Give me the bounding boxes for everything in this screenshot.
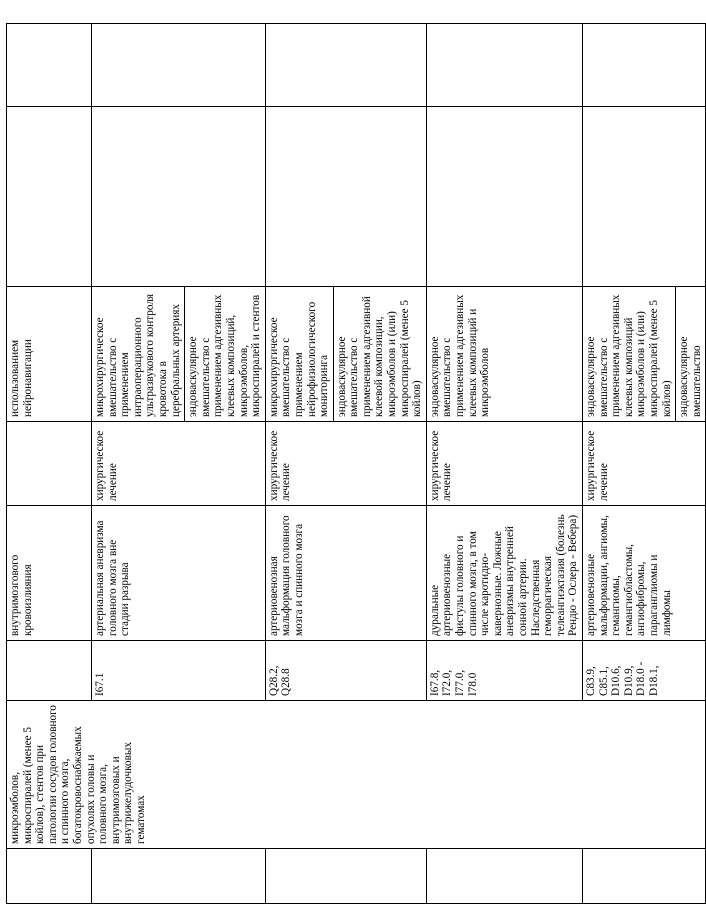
- table-cell-blank: [92, 849, 266, 904]
- codes-cell: [582, 641, 705, 701]
- method-text: эндоваскулярное вмешательство: [675, 287, 703, 421]
- table-cell-blank-far-right: [92, 24, 266, 107]
- table-cell-blank: [265, 849, 426, 904]
- codes-header-cell: [7, 641, 92, 701]
- codes-text: Q28.2, Q28.8: [267, 665, 293, 696]
- table-cell-blank-right: [7, 107, 92, 287]
- diagnosis-cell: [265, 506, 426, 641]
- diagnosis-text: артериовенозные мальформации, ангиомы, гемангиомы, гемангиобластомы, ангиофибромы, параганглиомы и лимфомы: [584, 515, 673, 636]
- diagnosis-fragment-text: внутримозгового кровоизлияния: [9, 554, 34, 636]
- table-cell-blank-far-right: [7, 24, 92, 107]
- diagnosis-header-cell: [7, 506, 92, 641]
- method-text: микрохирургическое вмешательство с применением интраоперационного ультразвукового контроля кровотока в церебральных артериях: [94, 293, 182, 417]
- rotated-table-container: [6, 24, 703, 904]
- diagnosis-cell: [426, 506, 582, 641]
- methods-fragment-text: использованием нейронавигации: [9, 339, 34, 417]
- treatment-cell: [265, 422, 426, 506]
- codes-cell: [426, 641, 582, 701]
- codes-text: I67.1: [94, 672, 106, 696]
- treatment-cell: [426, 422, 582, 506]
- methods-cell: [265, 287, 426, 422]
- table-cell-blank: [7, 849, 92, 904]
- treatment-text: хирургическое лечение: [267, 430, 293, 501]
- method-text: эндоваскулярное вмешательство с применением адгезивных клеевых композиций микроэмболов и (или) микроспиралей (менее 5 койлов): [584, 294, 673, 417]
- medical-procedures-table: [6, 23, 706, 904]
- table-cell-blank-far-right: [582, 24, 705, 107]
- method-text: эндоваскулярное вмешательство с применением адгезивной клеевой композиции, микроэмболов и (или) микроспиралей (менее 5 койлов): [333, 287, 424, 421]
- diagnosis-cell: [582, 506, 705, 641]
- table-top-band-row: [7, 24, 92, 904]
- codes-text: C83.9, C85.1, D10.6, D10.9, D18.0 - D18.1,: [584, 661, 660, 696]
- methods-header-cell: [7, 287, 92, 422]
- codes-text: I67.8, I72.0, I77.0, I78.0: [428, 669, 479, 696]
- method-text: эндоваскулярное вмешательство с применением адгезивных клеевых композиций и микроэмболов: [428, 294, 492, 417]
- diagnosis-text: дуральные артериовенозные фистулы головного и спинного мозга, в том числе каротидно-кавернозные. Ложные аневризмы внутренней сонной артерии. Наследственная геморрагическая телеангиэктазия (болезнь Рендю - Ослера - Вебера): [428, 514, 580, 636]
- diagnosis-text: артериальная аневризма головного мозга вне стадии разрыва: [94, 520, 132, 636]
- table-cell-blank-far-right: [426, 24, 582, 107]
- table-cell-blank-far-right: [265, 24, 426, 107]
- method-text: эндоваскулярное вмешательство с применением адгезивных клеевых композиций, микроэмболов, микроспиралей и стентов: [184, 287, 263, 421]
- table-cell-blank-right: [426, 107, 582, 287]
- methods-cell: [426, 287, 582, 422]
- treatment-text: хирургическое лечение: [584, 430, 610, 501]
- codes-cell: [265, 641, 426, 701]
- rotated-page: [6, 24, 703, 904]
- treatment-text: хирургическое лечение: [428, 430, 454, 501]
- treatment-cell: [92, 422, 266, 506]
- diagnosis-text: артериовенозная мальформация головного мозга и спинного мозга: [267, 515, 305, 636]
- methods-cell: [582, 287, 705, 422]
- left-column-text: микроэмболов, микроспиралей (менее 5 койлов), стентов при патологии сосудов головного и спинного мозга, богатокровоснабжаемых опухолях головы и головного мозга, внутримозговых и внутрижелудочковых гематомах: [9, 705, 147, 844]
- treatment-header-cell: [7, 422, 92, 506]
- table-cell-blank-right: [92, 107, 266, 287]
- methods-cell: [92, 287, 266, 422]
- table-cell-blank: [426, 849, 582, 904]
- table-cell-blank: [582, 849, 705, 904]
- table-cell-blank-right: [582, 107, 705, 287]
- treatment-text: хирургическое лечение: [94, 430, 119, 501]
- diagnosis-cell: [92, 506, 266, 641]
- table-cell-blank-right: [265, 107, 426, 287]
- left-continuation-cell: [7, 701, 706, 849]
- treatment-cell: [582, 422, 705, 506]
- codes-cell: [92, 641, 266, 701]
- method-text: микрохирургическое вмешательство с применением нейрофизиологического мониторинга: [267, 301, 331, 417]
